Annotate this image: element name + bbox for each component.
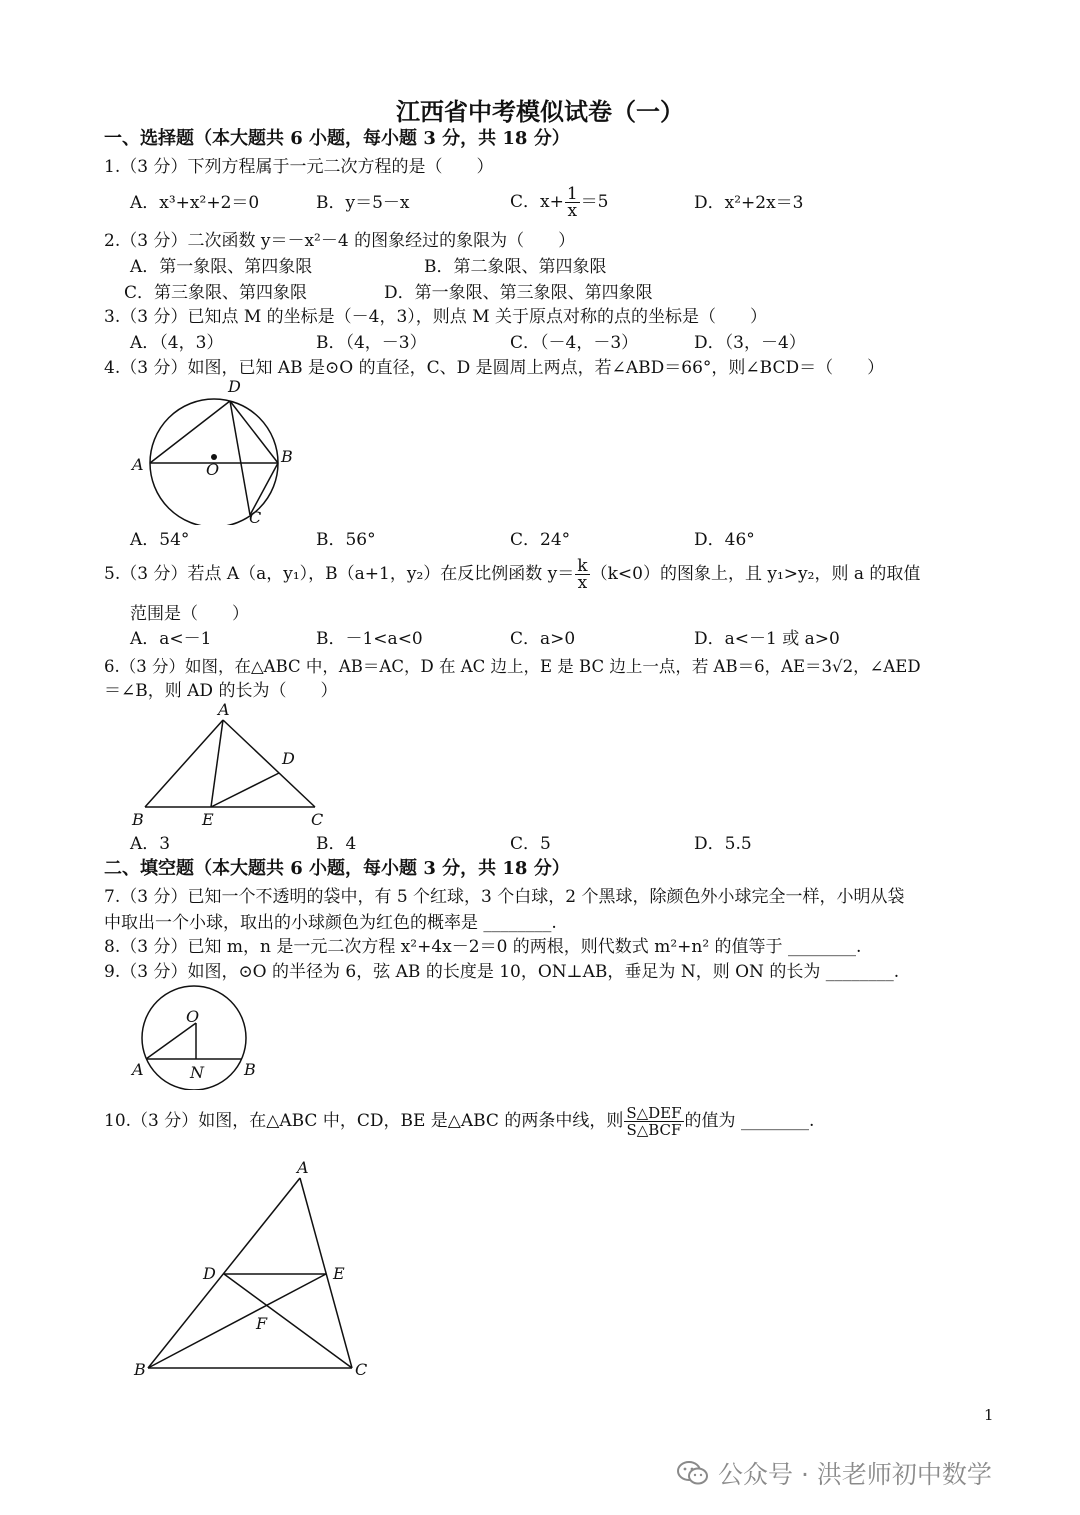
q10-label-c: C bbox=[355, 1360, 368, 1379]
q4-label-o: O bbox=[206, 460, 220, 479]
q6-segment-ed bbox=[211, 773, 279, 807]
q9-radius-oa bbox=[146, 1023, 196, 1059]
q6-stem-line2: ＝∠B，则 AD 的长为（ ） bbox=[104, 681, 338, 701]
q10-label-f: F bbox=[256, 1314, 268, 1333]
q10-median-cd bbox=[224, 1274, 352, 1368]
q10-label-d: D bbox=[203, 1264, 216, 1283]
q2-option-d: D．第一象限、第三象限、第四象限 bbox=[384, 283, 653, 303]
q6-stem: 6.（3 分）如图，在△ABC 中，AB＝AC，D 在 AC 边上，E 是 BC 边上一点，若 AB＝6，AE＝3√2，∠AED bbox=[104, 657, 921, 676]
q4-stem: 4.（3 分）如图，已知 AB 是⊙O 的直径，C、D 是圆周上两点，若∠ABD＝66°，则∠BCD＝（ ） bbox=[104, 358, 885, 378]
q4-label-c: C bbox=[249, 508, 262, 527]
q9-label-o: O bbox=[186, 1007, 200, 1026]
q5-option-a: A．a<－1 bbox=[130, 629, 212, 649]
q2-option-b: B．第二象限、第四象限 bbox=[424, 257, 607, 277]
q3-option-a: A．（4，3） bbox=[130, 333, 224, 353]
q4-option-c: C．24° bbox=[510, 530, 571, 550]
q9-label-a: A bbox=[132, 1060, 144, 1079]
section-fill-heading: 二、填空题（本大题共 6 小题，每小题 3 分，共 18 分） bbox=[104, 858, 570, 879]
q1-option-c-prefix: C．x+ bbox=[510, 192, 564, 212]
q6-label-d: D bbox=[282, 749, 295, 768]
q4-chord-ad bbox=[150, 401, 230, 463]
q2-stem: 2.（3 分）二次函数 y＝－x²－4 的图象经过的象限为（ ） bbox=[104, 231, 576, 251]
q1-stem: 1.（3 分）下列方程属于一元二次方程的是（ ） bbox=[104, 157, 494, 177]
q9-label-b: B bbox=[244, 1060, 256, 1079]
q6-segment-ae bbox=[211, 720, 223, 807]
q3-option-b: B．（4，－3） bbox=[316, 333, 427, 353]
footer-text: 公众号 · 洪老师初中数学 bbox=[718, 1460, 992, 1489]
q5-option-c: C．a>0 bbox=[510, 629, 576, 649]
q10-denominator: S△BCF bbox=[626, 1121, 682, 1139]
q4-option-a: A．54° bbox=[130, 530, 190, 550]
q1-option-c-suffix: ＝5 bbox=[580, 192, 609, 212]
q4-option-b: B．56° bbox=[316, 530, 376, 550]
q1-option-d: D．x²+2x＝3 bbox=[694, 193, 804, 213]
wechat-icon bbox=[676, 1460, 710, 1486]
q5-denominator: x bbox=[577, 573, 588, 593]
q2-option-c: C．第三象限、第四象限 bbox=[124, 283, 308, 303]
q6-label-a: A bbox=[218, 700, 230, 719]
page-title: 江西省中考模似试卷（一） bbox=[396, 97, 684, 126]
q6-label-c: C bbox=[311, 810, 324, 829]
q4-option-d: D．46° bbox=[694, 530, 755, 550]
q2-option-a: A．第一象限、第四象限 bbox=[130, 257, 313, 277]
q9-label-n: N bbox=[190, 1063, 204, 1082]
q1-option-c-fraction bbox=[565, 186, 580, 219]
q5-stem bbox=[104, 554, 920, 594]
q1-option-c bbox=[510, 182, 609, 222]
wechat-footer bbox=[676, 1455, 992, 1491]
q1-option-a: A．x³+x²+2＝0 bbox=[130, 193, 260, 213]
q1-option-b: B．y＝5－x bbox=[316, 193, 410, 213]
q4-chord-cd bbox=[230, 401, 250, 515]
q1-c-denominator: x bbox=[567, 201, 578, 221]
q5-fraction bbox=[575, 558, 589, 591]
q10-label-e: E bbox=[333, 1264, 345, 1283]
q5-stem-prefix: 5.（3 分）若点 A（a，y₁），B（a+1，y₂）在反比例函数 y＝ bbox=[104, 564, 575, 584]
q6-option-c: C．5 bbox=[510, 834, 551, 854]
section-choice-heading: 一、选择题（本大题共 6 小题，每小题 3 分，共 18 分） bbox=[104, 128, 570, 149]
q10-fraction bbox=[624, 1105, 683, 1138]
q6-label-b: B bbox=[132, 810, 144, 829]
q10-label-b: B bbox=[134, 1360, 146, 1379]
q4-label-b: B bbox=[281, 447, 293, 466]
q10-label-a: A bbox=[297, 1158, 309, 1177]
q7-stem: 7.（3 分）已知一个不透明的袋中，有 5 个红球，3 个白球，2 个黑球，除颜色外小球完全一样，小明从袋 bbox=[104, 887, 905, 907]
q5-numerator: k bbox=[577, 556, 588, 576]
q9-stem: 9.（3 分）如图，⊙O 的半径为 6，弦 AB 的长度是 10，ON⊥AB，垂足为 N，则 ON 的长为 ________. bbox=[104, 962, 900, 982]
q5-stem-line2: 范围是（ ） bbox=[130, 604, 249, 624]
q4-label-a: A bbox=[132, 455, 144, 474]
q4-label-d: D bbox=[228, 377, 241, 396]
q5-option-b: B．－1<a<0 bbox=[316, 629, 423, 649]
page-number: 1 bbox=[984, 1406, 994, 1424]
q8-stem: 8.（3 分）已知 m，n 是一元二次方程 x²+4x－2＝0 的两根，则代数式 m²+n² 的值等于 ________. bbox=[104, 937, 862, 957]
q6-option-b: B．4 bbox=[316, 834, 357, 854]
q10-numerator: S△DEF bbox=[626, 1104, 682, 1122]
q3-stem: 3.（3 分）已知点 M 的坐标是（－4，3），则点 M 关于原点对称的点的坐标是（ ） bbox=[104, 307, 767, 327]
q10-stem-suffix: 的值为 ________. bbox=[684, 1111, 815, 1131]
q1-c-numerator: 1 bbox=[566, 184, 578, 204]
q6-triangle-figure bbox=[135, 710, 325, 815]
q6-label-e: E bbox=[202, 810, 214, 829]
q10-stem-prefix: 10.（3 分）如图，在△ABC 中，CD，BE 是△ABC 的两条中线，则 bbox=[104, 1111, 624, 1131]
q6-side-ab bbox=[145, 720, 223, 807]
q4-circle-figure bbox=[130, 375, 300, 525]
q10-stem bbox=[104, 1101, 814, 1141]
q10-median-be bbox=[148, 1274, 326, 1368]
q6-option-d: D．5.5 bbox=[694, 834, 752, 854]
q10-side-ab bbox=[148, 1178, 300, 1368]
q6-option-a: A．3 bbox=[130, 834, 171, 854]
q5-option-d: D．a<－1 或 a>0 bbox=[694, 629, 840, 649]
q3-option-c: C．（－4，－3） bbox=[510, 333, 639, 353]
q5-stem-suffix: （k<0）的图象上，且 y₁>y₂，则 a 的取值 bbox=[590, 564, 921, 584]
q7-stem-line2: 中取出一个小球，取出的小球颜色为红色的概率是 ________. bbox=[104, 913, 557, 933]
q3-option-d: D．（3，－4） bbox=[694, 333, 806, 353]
